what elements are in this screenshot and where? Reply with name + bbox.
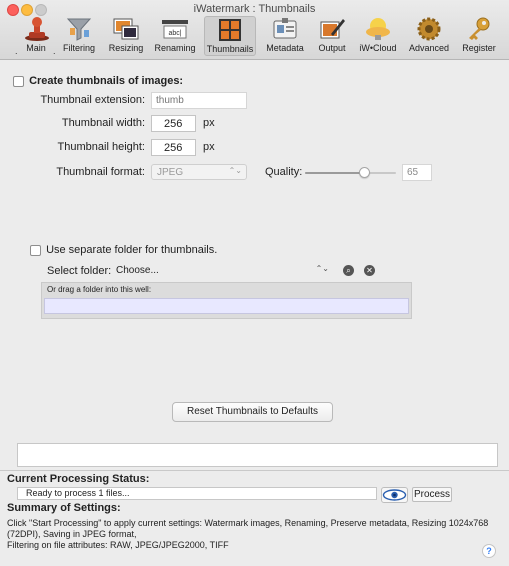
folder-drop-target[interactable] xyxy=(44,298,409,314)
quality-value-field[interactable]: 65 xyxy=(402,164,432,181)
output-pen-icon xyxy=(317,16,347,42)
thumbnail-width-unit: px xyxy=(203,117,215,129)
magnifier-icon: ⌕ xyxy=(346,266,351,275)
drag-well-label: Or drag a folder into this well: xyxy=(47,285,152,294)
quality-slider-knob[interactable] xyxy=(359,167,370,178)
divider xyxy=(0,470,509,471)
toolbar-thumbnails[interactable]: Thumbnails xyxy=(204,16,256,56)
toolbar-advanced[interactable]: Advanced xyxy=(408,16,450,56)
svg-text:abc|: abc| xyxy=(168,30,182,37)
toolbar-separator-dot: . xyxy=(15,46,18,56)
toolbar-separator-dot: . xyxy=(53,46,56,56)
reveal-folder-button[interactable] xyxy=(343,265,354,276)
id-badge-icon xyxy=(270,16,300,42)
toolbar-filtering[interactable]: Filtering xyxy=(60,16,98,56)
window-title: iWatermark : Thumbnails xyxy=(193,3,316,15)
summary-title: Summary of Settings: xyxy=(7,502,121,514)
thumbnail-height-unit: px xyxy=(203,141,215,153)
separate-folder-label: Use separate folder for thumbnails. xyxy=(46,244,218,256)
toolbar-resizing[interactable]: Resizing xyxy=(107,16,145,56)
close-icon: ✕ xyxy=(366,266,373,275)
create-thumbnails-checkbox[interactable] xyxy=(13,76,24,87)
updown-chevron-icon: ⌃⌄ xyxy=(315,264,329,273)
funnel-icon xyxy=(64,16,94,42)
toolbar-output[interactable]: Output xyxy=(315,16,349,56)
key-icon xyxy=(464,16,494,42)
thumbnail-extension-field[interactable] xyxy=(151,92,247,109)
thumbnail-extension-label: Thumbnail extension: xyxy=(40,94,145,106)
toolbar-main[interactable]: Main xyxy=(22,16,50,56)
thumbnails-panel xyxy=(0,61,509,439)
select-folder-popup[interactable] xyxy=(116,265,331,276)
select-folder-value: Choose... xyxy=(116,265,159,276)
process-button[interactable]: Process xyxy=(413,489,451,500)
summary-line: Filtering on file attributes: RAW, JPEG/JPEG2000, TIFF xyxy=(7,540,229,550)
stamp-icon xyxy=(22,16,52,42)
processing-status-field: Ready to process 1 files... xyxy=(17,487,377,500)
create-thumbnails-label: Create thumbnails of images: xyxy=(29,75,184,87)
thumbnail-width-label: Thumbnail width: xyxy=(61,117,145,129)
title-bar xyxy=(0,0,509,60)
resize-photos-icon xyxy=(111,16,141,42)
toolbar-register[interactable]: Register xyxy=(460,16,498,56)
quality-slider-fill xyxy=(305,172,364,174)
thumbnail-height-label: Thumbnail height: xyxy=(57,141,145,153)
summary-line: Click "Start Processing" to apply current settings: Watermark images, Renaming, Preserve metadata, Resizing 1024x768 (72DPI), Saving in JPEG format, xyxy=(7,518,489,539)
reset-thumbnails-button[interactable]: Reset Thumbnails to Defaults xyxy=(172,402,333,422)
thumbnail-format-label: Thumbnail format: xyxy=(56,166,145,178)
select-folder-label: Select folder: xyxy=(47,265,112,277)
thumbnails-grid-icon xyxy=(215,17,245,43)
thumbnail-format-value: JPEG xyxy=(157,167,184,178)
thumbnail-format-select[interactable] xyxy=(151,164,247,180)
summary-text xyxy=(7,518,502,551)
toolbar-renaming[interactable]: abc| Renaming xyxy=(154,16,196,56)
preview-button[interactable] xyxy=(381,487,408,503)
toolbar-metadata[interactable]: Metadata xyxy=(264,16,306,56)
message-log-field xyxy=(17,443,498,467)
thumbnail-width-field[interactable]: 256 xyxy=(151,115,196,132)
quality-label: Quality: xyxy=(265,166,303,178)
clear-folder-button[interactable] xyxy=(364,265,375,276)
eye-icon xyxy=(382,488,407,502)
separate-folder-checkbox[interactable] xyxy=(30,245,41,256)
thumbnail-height-field[interactable]: 256 xyxy=(151,139,196,156)
help-button[interactable]: ? xyxy=(482,544,496,558)
cloud-lightbulb-icon xyxy=(363,16,393,42)
toolbar xyxy=(0,16,509,58)
folder-drop-well[interactable] xyxy=(41,282,412,319)
gear-icon xyxy=(414,16,444,42)
toolbar-iw-cloud[interactable]: iW•Cloud xyxy=(358,16,398,56)
updown-chevron-icon: ⌃⌄ xyxy=(228,166,242,175)
rename-abc-icon xyxy=(160,16,190,42)
processing-status-title: Current Processing Status: xyxy=(7,473,150,485)
